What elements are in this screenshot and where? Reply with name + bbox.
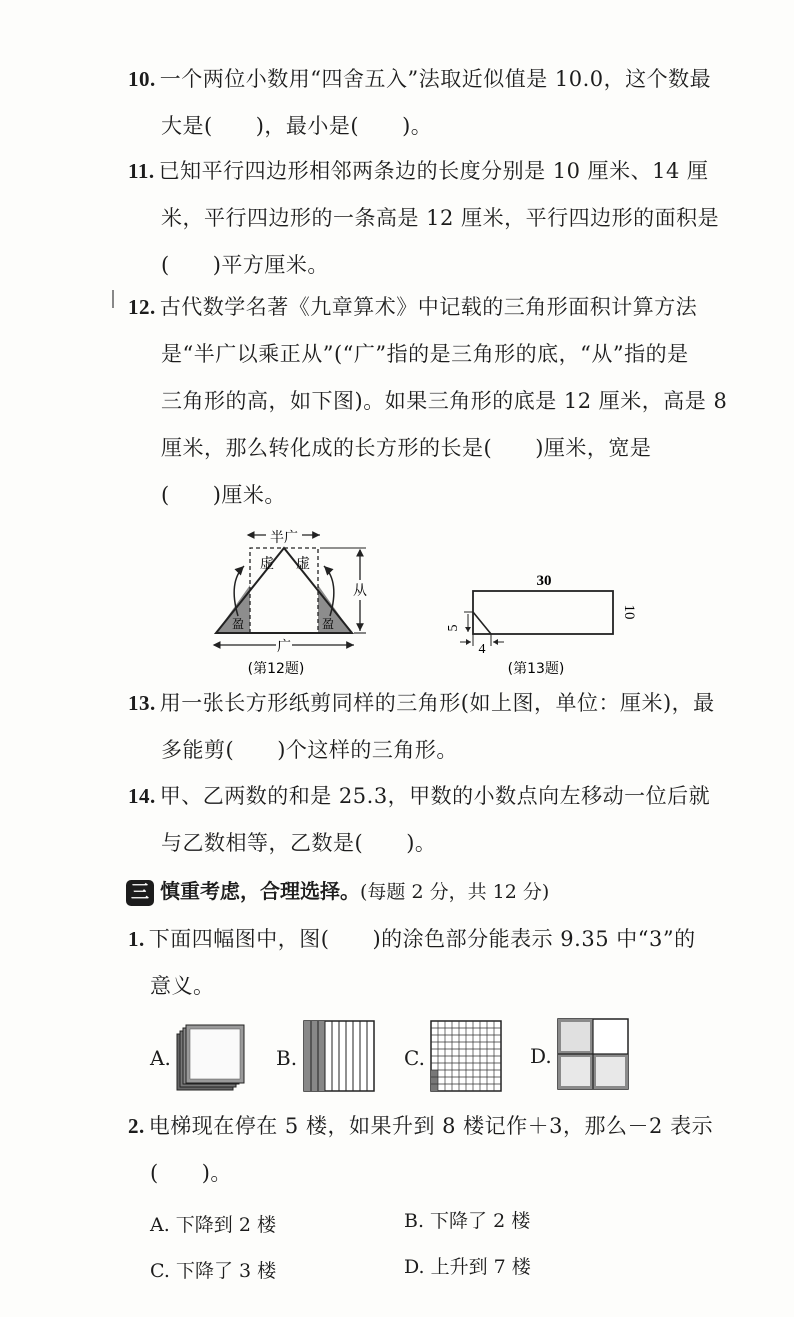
question-number: 14. [128, 784, 156, 808]
question-text: 三角形的高，如下图)。如果三角形的底是 12 厘米，高是 8 [161, 389, 728, 413]
label-half-base: 半广 [270, 530, 298, 546]
label-length: 30 [536, 573, 552, 589]
question-number: 11. [128, 159, 155, 183]
label-base: 广 [277, 639, 291, 655]
option-c-label: C. [404, 1046, 425, 1070]
question-text: ( )。 [150, 1161, 232, 1185]
question-number: 10. [128, 67, 156, 91]
question-text: 米，平行四边形的一条高是 12 厘米，平行四边形的面积是 [161, 206, 720, 230]
option-c-figure [430, 1020, 504, 1094]
figure-13-rectangle-diagram [440, 566, 640, 680]
label-surplus-right: 盈 [322, 617, 335, 631]
figure-12-triangle-diagram [200, 520, 390, 680]
section-title: 慎重考虑，合理选择。 [160, 879, 360, 903]
label-void-right: 虚 [296, 556, 310, 572]
question-text: 与乙数相等，乙数是( )。 [161, 831, 437, 855]
question-14 [128, 773, 711, 867]
label-surplus-left: 盈 [232, 617, 245, 631]
question-12 [128, 284, 728, 519]
question-text: 厘米，那么转化成的长方形的长是( )厘米，宽是 [161, 436, 652, 460]
triangle-cut-line [473, 612, 491, 634]
choice-d[interactable]: D. 上升到 7 楼 [404, 1256, 531, 1278]
question-number: 2. [128, 1114, 145, 1138]
question-text: 已知平行四边形相邻两条边的长度分别是 10 厘米、14 厘 [158, 159, 709, 183]
question-text: ( )平方厘米。 [161, 253, 329, 277]
figure-13-caption: (第13题) [507, 661, 565, 677]
choice-a[interactable]: A. 下降到 2 楼 [150, 1214, 276, 1236]
choice-question-1 [128, 916, 696, 1010]
question-text: 一个两位小数用“四舍五入”法取近似值是 10.0，这个数最 [159, 67, 712, 91]
choice-c[interactable]: C. 下降了 3 楼 [150, 1260, 277, 1282]
question-number: 12. [128, 295, 156, 319]
option-b-label: B. [276, 1046, 298, 1070]
question-text: 电梯现在停在 5 楼，如果升到 8 楼记作＋3，那么－2 表示 [148, 1114, 714, 1138]
option-d-figure [557, 1018, 631, 1092]
question-text: 意义。 [150, 974, 215, 998]
label-void-left: 虚 [260, 556, 274, 572]
section-badge: 三 [126, 880, 154, 906]
question-number: 1. [128, 927, 145, 951]
question-11 [128, 148, 720, 289]
figure-12-caption: (第12题) [247, 661, 305, 677]
label-width: 10 [621, 604, 637, 620]
label-triangle-base: 4 [478, 642, 486, 657]
question-text: 甲、乙两数的和是 25.3，甲数的小数点向左移动一位后就 [159, 784, 711, 808]
label-triangle-height: 5 [446, 624, 461, 632]
choice-b[interactable]: B. 下降了 2 楼 [404, 1210, 531, 1232]
question-text: 多能剪( )个这样的三角形。 [161, 738, 458, 762]
question-number: 13. [128, 691, 156, 715]
option-a-figure [175, 1022, 247, 1094]
margin-mark [112, 290, 114, 308]
section-3-header [126, 876, 549, 907]
question-13 [128, 680, 715, 774]
question-10 [128, 56, 712, 150]
paper-rectangle [473, 591, 613, 634]
option-b-figure [303, 1020, 377, 1094]
option-d-label: D. [530, 1044, 552, 1068]
question-text: 大是( )，最小是( )。 [161, 114, 433, 138]
option-a-label: A. [150, 1046, 171, 1070]
question-text: ( )厘米。 [161, 483, 286, 507]
question-text: 下面四幅图中，图( )的涂色部分能表示 9.35 中“3”的 [148, 927, 696, 951]
question-text: 用一张长方形纸剪同样的三角形(如上图，单位：厘米)，最 [159, 691, 715, 715]
question-text: 古代数学名著《九章算术》中记载的三角形面积计算方法 [159, 295, 698, 319]
choice-question-2 [128, 1103, 714, 1197]
question-text: 是“半广以乘正从”(“广”指的是三角形的底，“从”指的是 [161, 342, 689, 366]
label-height: 从 [353, 583, 367, 599]
section-scoring-note: (每题 2 分，共 12 分) [360, 881, 550, 903]
